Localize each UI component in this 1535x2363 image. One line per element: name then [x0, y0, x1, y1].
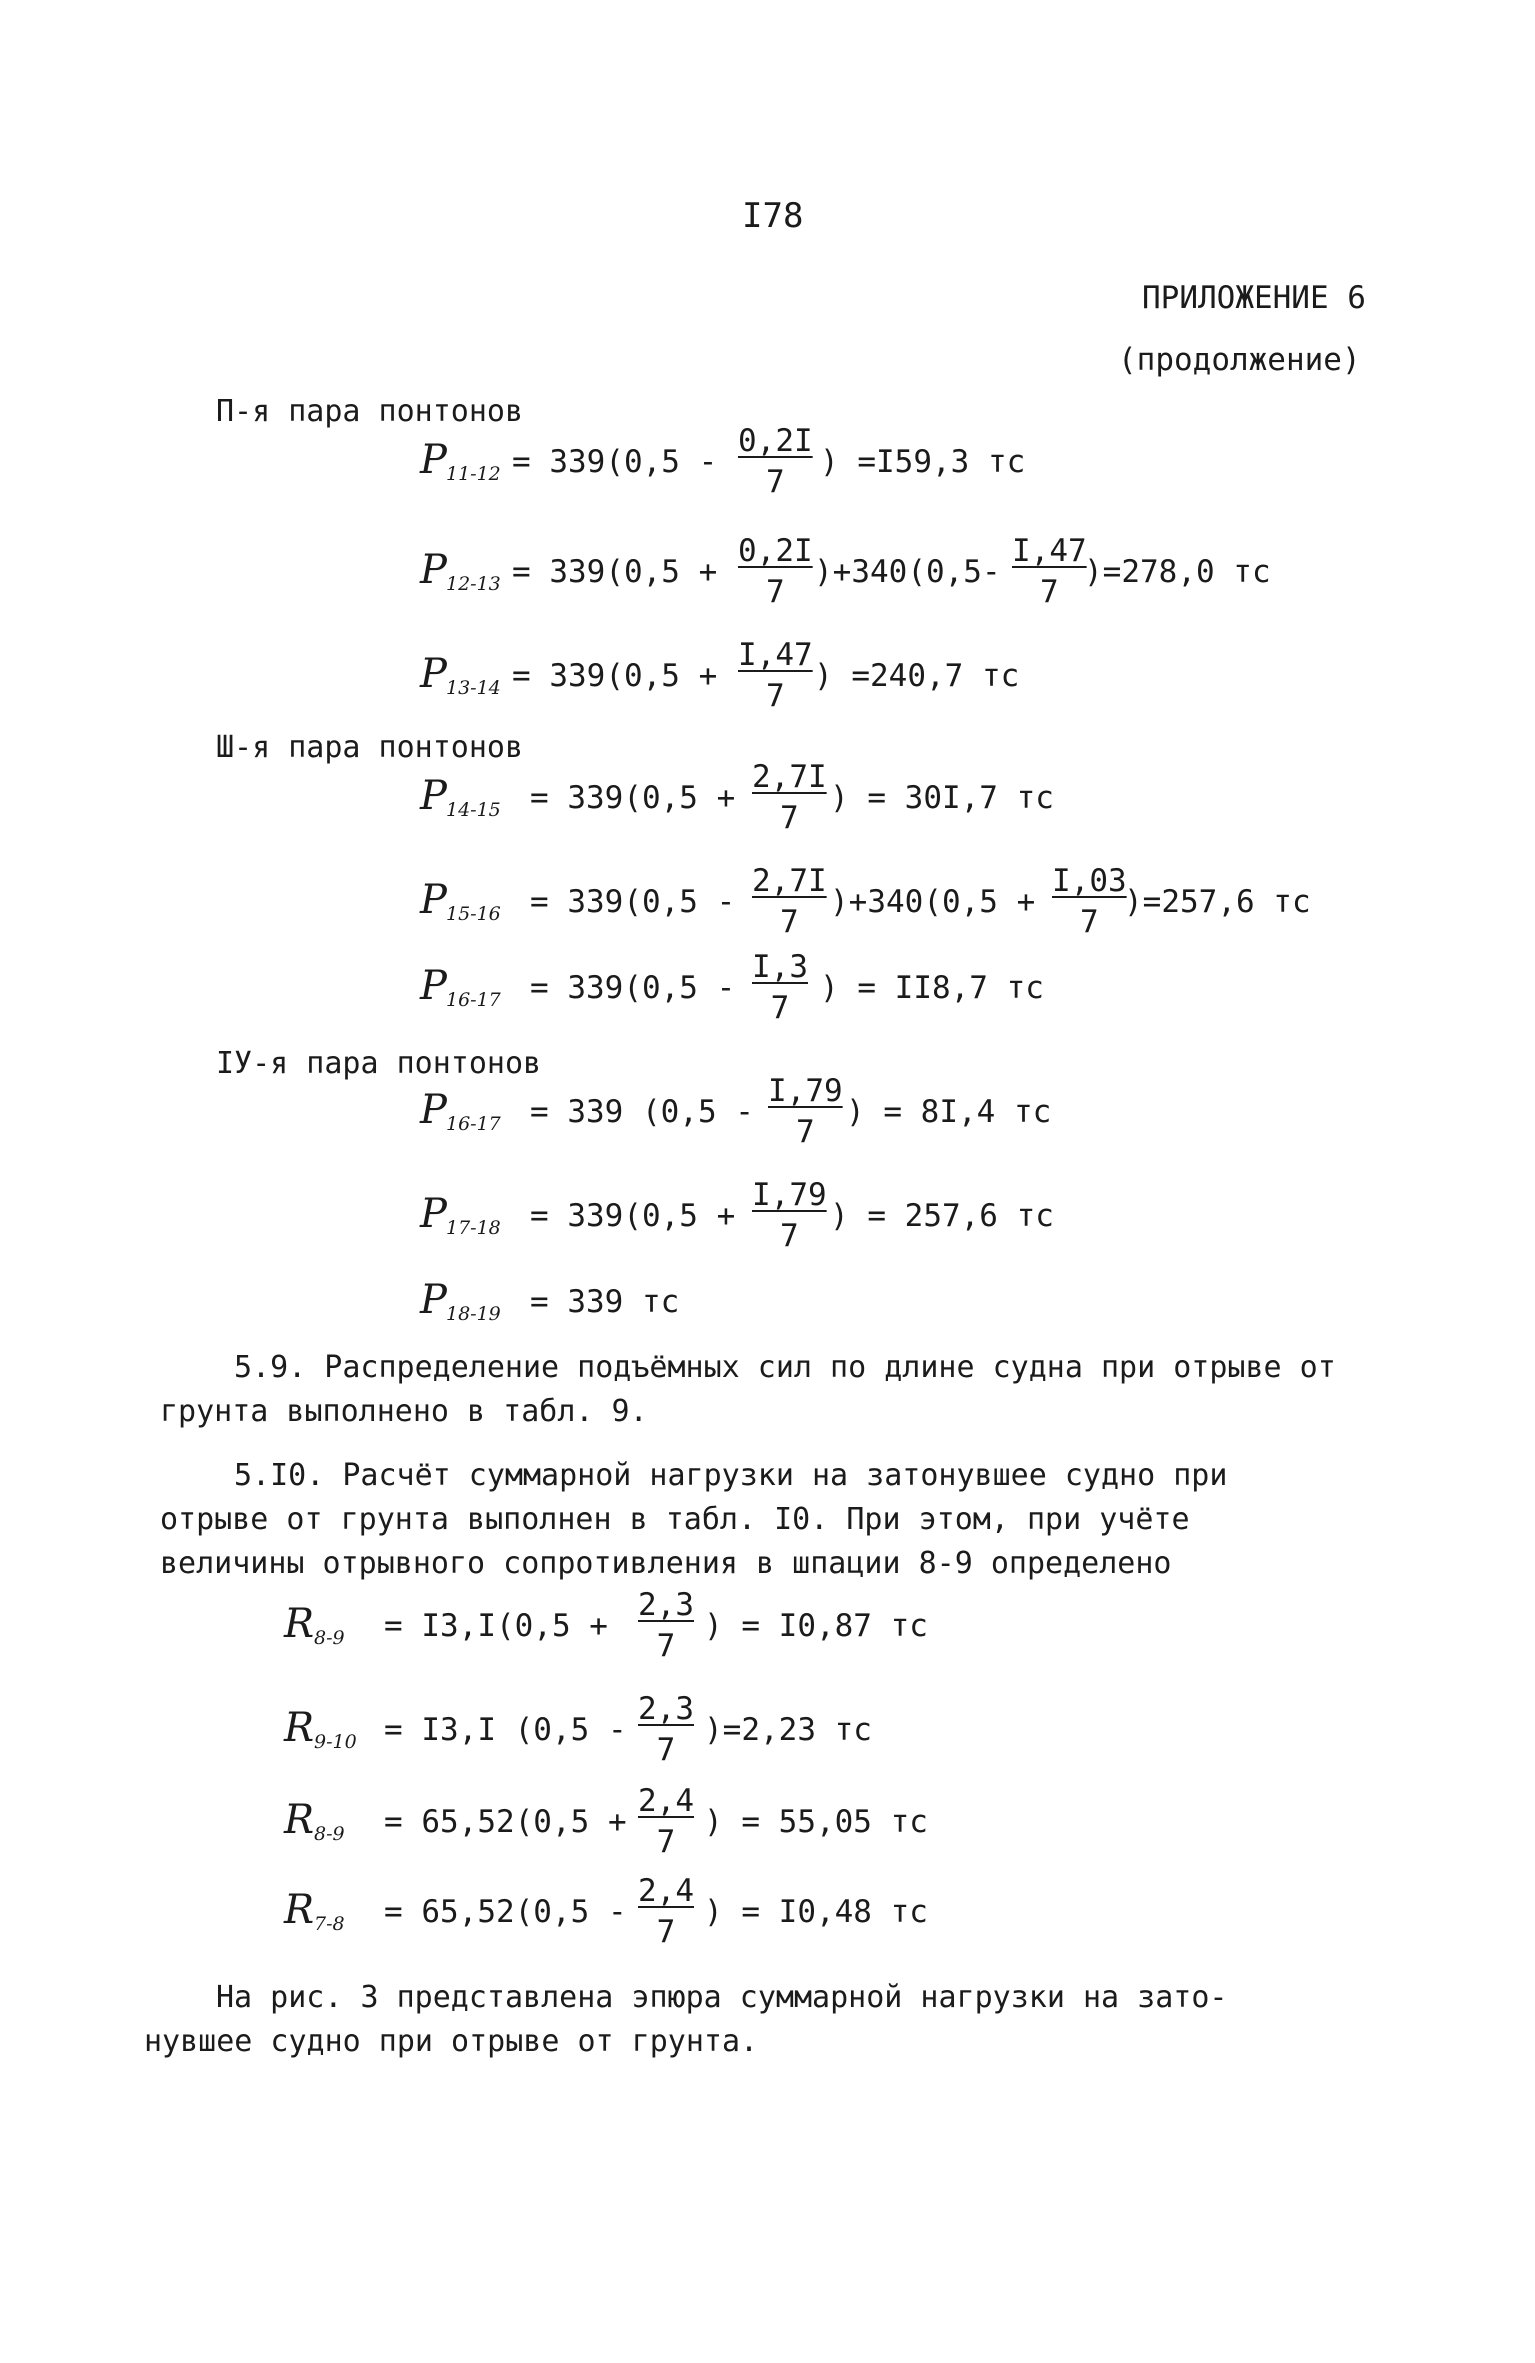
formula-result: ) = II8,7 тс	[820, 970, 1044, 1006]
formula-result: = 339 тс	[530, 1284, 680, 1320]
fraction	[736, 638, 815, 716]
fraction-denominator: 7	[1079, 904, 1099, 940]
formula-symbol: P	[420, 877, 447, 923]
fraction-numerator: 2,3	[638, 1587, 694, 1623]
page-number: I78	[742, 196, 804, 236]
formula-subscript: 18-19	[446, 1303, 501, 1325]
fraction	[636, 1692, 696, 1770]
fraction-numerator: 2,7I	[752, 863, 827, 899]
fraction-numerator: I,47	[1012, 533, 1087, 569]
formula-result: ) =I59,3 тс	[820, 444, 1026, 480]
formula-symbol: P	[420, 963, 447, 1009]
formula-symbol: R	[284, 1601, 315, 1647]
formula-subscript: 9-10	[314, 1731, 357, 1753]
fraction-denominator: 7	[656, 1628, 676, 1664]
fraction-numerator: 2,4	[638, 1873, 694, 1909]
section-heading-pair-4: IУ-я пара понтонов	[216, 1046, 542, 1081]
formula-left-part: = 339(0,5 +	[512, 658, 718, 694]
formula-left-part: = 65,52(0,5 +	[384, 1804, 627, 1840]
formula-symbol: R	[284, 1887, 315, 1933]
formula-left-part: = I3,I (0,5 -	[384, 1712, 627, 1748]
formula-left-part: = 339(0,5 +	[530, 780, 736, 816]
formula-symbol: R	[284, 1705, 315, 1751]
fraction-numerator: 0,2I	[738, 533, 813, 569]
formula-symbol: P	[420, 1087, 447, 1133]
fraction-denominator: 7	[770, 990, 790, 1026]
fraction	[636, 1588, 696, 1666]
formula-subscript: 15-16	[446, 903, 501, 925]
fraction-numerator: I,79	[768, 1073, 843, 1109]
formula-symbol: P	[420, 773, 447, 819]
fraction	[636, 1784, 696, 1862]
formula-middle-part: )+340(0,5 +	[830, 884, 1036, 920]
formula-left-part: = 339 (0,5 -	[530, 1094, 754, 1130]
appendix-title: ПРИЛОЖЕНИЕ 6	[1142, 280, 1366, 316]
formula-left-part: = 339(0,5 -	[512, 444, 718, 480]
paragraph-figure-ref-line-1: На рис. 3 представлена эпюра суммарной нагрузки на зато-	[216, 1980, 1228, 2015]
fraction-numerator: 2,4	[638, 1783, 694, 1819]
fraction-numerator: 2,3	[638, 1691, 694, 1727]
fraction-denominator: 7	[656, 1824, 676, 1860]
formula-subscript: 14-15	[446, 799, 501, 821]
fraction-denominator: 7	[779, 904, 799, 940]
paragraph-5-9-line-1: 5.9. Распределение подъёмных сил по длине судна при отрыве от	[234, 1350, 1336, 1385]
formula-symbol: P	[420, 651, 447, 697]
formula-result: )=257,6 тс	[1124, 884, 1311, 920]
fraction-denominator: 7	[779, 1218, 799, 1254]
fraction	[750, 950, 810, 1028]
formula-subscript: 12-13	[446, 573, 501, 595]
paragraph-5-10-line-3: величины отрывного сопротивления в шпации 8-9 определено	[160, 1546, 1172, 1581]
section-heading-pair-3: Ш-я пара понтонов	[216, 730, 524, 765]
formula-middle-part: )+340(0,5-	[814, 554, 1001, 590]
paragraph-figure-ref-line-2: нувшее судно при отрыве от грунта.	[144, 2024, 759, 2059]
fraction-numerator: I,03	[1052, 863, 1127, 899]
fraction	[736, 534, 815, 612]
fraction-numerator: I,47	[738, 637, 813, 673]
formula-result: )=278,0 тс	[1084, 554, 1271, 590]
formula-symbol: P	[420, 1277, 447, 1323]
formula-subscript: 11-12	[446, 463, 501, 485]
formula-result: ) =240,7 тс	[814, 658, 1020, 694]
formula-subscript: 8-9	[314, 1823, 345, 1845]
formula-subscript: 16-17	[446, 1113, 501, 1135]
formula-result: ) = 55,05 тс	[704, 1804, 928, 1840]
formula-left-part: = 339(0,5 -	[530, 884, 736, 920]
fraction-numerator: I,3	[752, 949, 808, 985]
fraction	[1010, 534, 1089, 612]
fraction-denominator: 7	[765, 464, 785, 500]
formula-subscript: 17-18	[446, 1217, 501, 1239]
fraction-numerator: 0,2I	[738, 423, 813, 459]
formula-result: ) = I0,87 тс	[704, 1608, 928, 1644]
formula-subscript: 8-9	[314, 1627, 345, 1649]
paragraph-5-10-line-2: отрыве от грунта выполнен в табл. I0. При этом, при учёте	[160, 1502, 1190, 1537]
formula-result: ) = 257,6 тс	[830, 1198, 1054, 1234]
formula-symbol: R	[284, 1797, 315, 1843]
formula-result: ) = 8I,4 тс	[846, 1094, 1052, 1130]
appendix-continuation: (продолжение)	[1118, 342, 1361, 378]
fraction-denominator: 7	[779, 800, 799, 836]
formula-subscript: 7-8	[314, 1913, 345, 1935]
formula-left-part: = 65,52(0,5 -	[384, 1894, 627, 1930]
fraction	[1050, 864, 1129, 942]
fraction	[750, 864, 829, 942]
formula-subscript: 16-17	[446, 989, 501, 1011]
fraction-denominator: 7	[656, 1914, 676, 1950]
fraction-denominator: 7	[765, 678, 785, 714]
paragraph-5-9-line-2: грунта выполнено в табл. 9.	[160, 1394, 648, 1429]
section-heading-pair-2: П-я пара понтонов	[216, 394, 524, 429]
formula-left-part: = 339(0,5 +	[530, 1198, 736, 1234]
fraction	[736, 424, 815, 502]
paragraph-5-10-line-1: 5.I0. Расчёт суммарной нагрузки на затонувшее судно при	[234, 1458, 1228, 1493]
formula-left-part: = I3,I(0,5 +	[384, 1608, 608, 1644]
fraction-numerator: I,79	[752, 1177, 827, 1213]
formula-subscript: 13-14	[446, 677, 501, 699]
formula-result: ) = I0,48 тс	[704, 1894, 928, 1930]
fraction-denominator: 7	[1039, 574, 1059, 610]
fraction-numerator: 2,7I	[752, 759, 827, 795]
fraction	[750, 1178, 829, 1256]
fraction-denominator: 7	[765, 574, 785, 610]
formula-symbol: P	[420, 547, 447, 593]
formula-left-part: = 339(0,5 -	[530, 970, 736, 1006]
fraction-denominator: 7	[795, 1114, 815, 1150]
formula-symbol: P	[420, 1191, 447, 1237]
formula-left-part: = 339(0,5 +	[512, 554, 718, 590]
formula-result: )=2,23 тс	[704, 1712, 872, 1748]
fraction	[636, 1874, 696, 1952]
fraction-denominator: 7	[656, 1732, 676, 1768]
formula-result: ) = 30I,7 тс	[830, 780, 1054, 816]
fraction	[766, 1074, 845, 1152]
fraction	[750, 760, 829, 838]
formula-symbol: P	[420, 437, 447, 483]
